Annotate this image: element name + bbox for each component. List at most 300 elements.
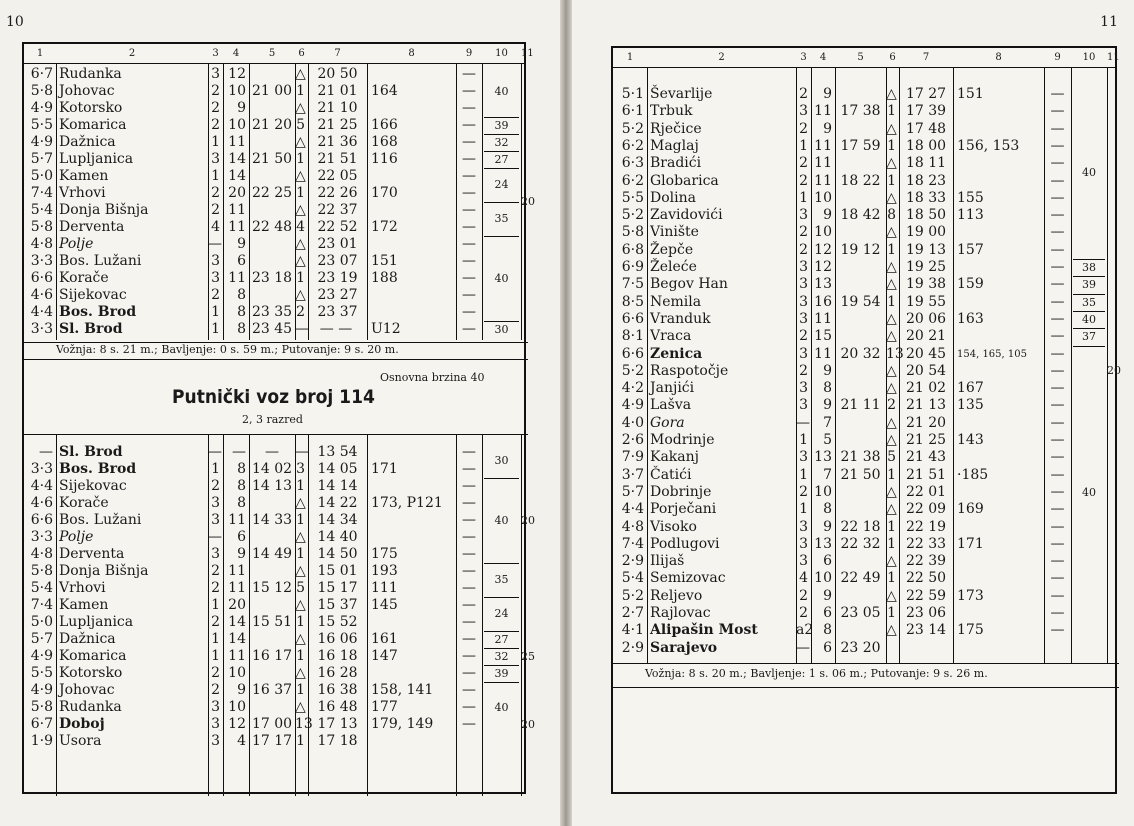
column-rule	[811, 67, 812, 663]
column-rule	[56, 434, 57, 796]
column-11-value: 25	[521, 650, 535, 663]
station-name: Polje	[59, 236, 94, 252]
arrival-time-cell: 22 18	[840, 518, 881, 535]
station-row	[613, 103, 1115, 120]
departure-time-cell	[308, 185, 367, 202]
column-9-cell: —	[462, 304, 476, 320]
base-speed-note: Osnovna brzina 40	[380, 371, 485, 384]
station-row	[24, 512, 524, 529]
station-row	[613, 519, 1115, 536]
stop-duration-cell: 1	[887, 466, 896, 483]
stop-duration-cell: △	[295, 529, 306, 545]
stop-duration-cell: △	[886, 483, 897, 500]
departure-time-cell	[308, 546, 367, 563]
column-rule	[367, 434, 368, 796]
column-rule	[208, 434, 209, 796]
station-name: Vranduk	[650, 310, 711, 327]
departure-time-cell	[899, 103, 953, 120]
stop-duration-cell: △	[295, 134, 306, 150]
distance-cell: 6·2	[621, 137, 644, 154]
column-9-cell: —	[462, 134, 476, 150]
stop-duration-cell: △	[295, 100, 306, 116]
station-row	[613, 432, 1115, 449]
departure-hour: 23	[905, 605, 924, 621]
station-name: Gora	[650, 414, 685, 431]
departure-time-cell	[899, 311, 953, 328]
departure-minute: 13	[928, 397, 947, 414]
station-row	[613, 294, 1115, 311]
distance-cell: 4·9	[30, 648, 53, 664]
column-9-cell: —	[1050, 553, 1065, 570]
distance-cell: 7·5	[621, 276, 644, 293]
column-3-cell: 2	[211, 614, 220, 630]
departure-hour: 20	[905, 310, 924, 327]
station-row	[613, 467, 1115, 484]
crossing-trains-cell: 172	[371, 219, 398, 235]
departure-hour: 23	[317, 236, 336, 252]
column-3-cell: 2	[211, 185, 220, 201]
column-number: 11	[521, 48, 534, 59]
column-9-cell: —	[462, 716, 476, 732]
station-row	[24, 665, 524, 682]
departure-hour: 18	[905, 137, 924, 154]
departure-hour: 18	[905, 172, 924, 189]
column-3-cell: 4	[211, 219, 220, 235]
column-9-cell: —	[462, 478, 476, 494]
departure-minute: 06	[928, 605, 947, 621]
departure-minute: 48	[339, 699, 358, 715]
station-name: Sl. Brod	[59, 444, 123, 460]
column-4-cell: 16	[814, 293, 832, 310]
distance-cell: 7·9	[621, 449, 644, 466]
crossing-trains-cell: 173	[957, 587, 984, 604]
station-row	[613, 588, 1115, 605]
station-row	[613, 259, 1115, 276]
speed-value: 40	[494, 701, 509, 714]
column-4-cell: 8	[823, 380, 832, 397]
column-9-cell: —	[462, 461, 476, 477]
column-9-cell: —	[462, 614, 476, 630]
column-3-cell: 2	[799, 172, 808, 189]
station-row	[613, 155, 1115, 172]
stop-duration-cell: 1	[887, 570, 896, 587]
station-row	[613, 311, 1115, 328]
distance-cell: 4·9	[30, 682, 53, 698]
station-name: Lupljanica	[59, 151, 134, 167]
column-3-cell: 3	[211, 733, 220, 749]
stop-duration-cell: 1	[887, 172, 896, 189]
distance-cell: 7·4	[30, 185, 53, 201]
station-row	[613, 501, 1115, 518]
arrival-time-cell: 21 50	[840, 466, 881, 483]
travel-summary: Vožnja: 8 s. 21 m.; Bavljenje: 0 s. 59 m.; Putovanje: 9 s. 20 m.	[56, 343, 399, 356]
departure-hour: 23	[317, 253, 336, 269]
departure-hour: 15	[317, 597, 336, 613]
distance-cell: 5·0	[30, 168, 53, 184]
speed-value: 40	[1082, 166, 1096, 179]
column-3-cell: 1	[799, 137, 808, 154]
distance-cell: 3·3	[30, 461, 53, 477]
departure-hour: 22	[905, 553, 924, 570]
departure-hour: 15	[317, 580, 336, 596]
column-4-cell: 14	[228, 614, 246, 630]
column-3-cell: 1	[211, 461, 220, 477]
distance-cell: 5·4	[30, 202, 53, 218]
column-9-cell: —	[462, 83, 476, 99]
departure-hour: 22	[905, 483, 924, 500]
column-9-cell: —	[1050, 241, 1065, 258]
departure-time-cell	[899, 519, 953, 536]
distance-cell: 4·6	[30, 495, 53, 511]
distance-cell: 5·7	[30, 151, 53, 167]
column-9-cell: —	[462, 236, 476, 252]
station-name: Globarica	[650, 172, 719, 189]
crossing-trains-cell: 164	[371, 83, 398, 99]
station-name: Johovac	[59, 682, 115, 698]
column-3-cell: 2	[799, 241, 808, 258]
column-4-cell: 14	[228, 151, 246, 167]
arrival-time-cell: 22 48	[251, 219, 293, 235]
crossing-trains-cell: 143	[957, 432, 984, 448]
column-9-cell: —	[462, 529, 476, 545]
departure-hour: 15	[317, 563, 336, 579]
departure-time-cell	[308, 614, 367, 631]
station-row	[24, 100, 524, 117]
arrival-time-cell: 23 35	[251, 304, 293, 320]
departure-minute: 34	[339, 512, 358, 528]
station-name: Podlugovi	[650, 535, 720, 552]
column-4-cell: 9	[823, 362, 832, 379]
speed-value: 35	[494, 212, 509, 225]
departure-time-cell	[899, 570, 953, 587]
stop-duration-cell: 1	[887, 103, 896, 120]
departure-time-cell	[899, 588, 953, 605]
departure-time-cell	[899, 501, 953, 518]
distance-cell: 5·0	[30, 614, 53, 630]
departure-minute: 37	[339, 304, 358, 320]
station-name: Dažnica	[59, 134, 116, 150]
column-4-cell: 11	[814, 137, 832, 154]
departure-minute: 45	[928, 345, 947, 362]
station-name: Porječani	[650, 501, 717, 518]
departure-minute: 25	[339, 117, 358, 133]
column-9-cell: —	[1050, 328, 1065, 345]
station-name: Bos. Brod	[59, 461, 137, 477]
arrival-time-cell: 23 20	[840, 639, 881, 656]
arrival-time-cell: 21 20	[251, 117, 293, 133]
departure-time-cell	[899, 484, 953, 501]
station-row	[24, 444, 524, 461]
stop-duration-cell: 8	[887, 207, 896, 224]
departure-hour: 21	[317, 151, 336, 167]
column-3-cell: 1	[799, 432, 808, 448]
section-subtitle: 2, 3 razred	[242, 413, 303, 426]
departure-time-cell	[899, 138, 953, 155]
departure-time-cell	[899, 328, 953, 345]
distance-cell: 5·8	[30, 83, 53, 99]
departure-hour: 17	[905, 103, 924, 120]
speed-value: 27	[494, 153, 509, 166]
page-number: 10	[6, 14, 24, 30]
column-4-cell: 8	[237, 287, 246, 303]
crossing-trains-cell: 135	[957, 397, 984, 414]
departure-time-cell	[308, 580, 367, 597]
stop-duration-cell: △	[295, 202, 306, 218]
column-rule	[456, 434, 457, 796]
distance-cell: 6·1	[621, 103, 644, 120]
crossing-trains-cell: 111	[371, 580, 398, 596]
stop-duration-cell: △	[886, 622, 897, 639]
departure-time-cell	[308, 665, 367, 682]
departure-hour: 16	[317, 665, 336, 681]
stop-duration-cell: △	[886, 276, 897, 293]
column-4-cell: 9	[823, 518, 832, 535]
column-number: 2	[128, 48, 136, 59]
departure-minute: 43	[928, 449, 947, 466]
column-4-cell: 10	[814, 189, 832, 206]
station-row	[24, 304, 524, 321]
column-3-cell: 3	[799, 103, 808, 120]
arrival-time-cell: 15 12	[251, 580, 293, 596]
departure-minute: —	[338, 321, 353, 337]
column-9-cell: —	[1050, 86, 1065, 102]
departure-time-cell	[308, 682, 367, 699]
column-4-cell: 8	[237, 495, 246, 511]
station-name: Rudanka	[59, 66, 122, 82]
station-row	[24, 117, 524, 134]
crossing-trains-cell: 156, 153	[957, 137, 1020, 154]
station-row	[613, 622, 1115, 639]
crossing-trains-cell: 154, 165, 105	[957, 348, 1027, 360]
station-row	[613, 346, 1115, 363]
distance-cell: 5·4	[30, 580, 53, 596]
stop-duration-cell: 1	[296, 733, 305, 749]
station-name: Kamen	[59, 168, 109, 184]
column-4-cell: 11	[814, 345, 832, 362]
arrival-time-cell: 19 54	[840, 293, 881, 310]
arrival-time-cell: 23 05	[840, 605, 881, 621]
column-3-cell: 2	[211, 563, 220, 579]
column-9-cell: —	[1050, 518, 1065, 535]
departure-hour: 17	[317, 716, 336, 732]
crossing-trains-cell: 188	[371, 270, 398, 286]
departure-hour: 23	[317, 287, 336, 303]
column-9-cell: —	[462, 100, 476, 116]
distance-cell: 5·1	[621, 86, 644, 102]
station-row	[24, 321, 524, 338]
station-name: Vrhovi	[59, 185, 106, 201]
distance-cell: 3·3	[30, 253, 53, 269]
column-9-cell: —	[1050, 605, 1065, 621]
departure-time-cell	[899, 155, 953, 172]
distance-cell: 6·2	[621, 172, 644, 189]
column-number: 1	[36, 48, 44, 59]
stop-duration-cell: 2	[296, 304, 305, 320]
station-name: Ilijaš	[650, 553, 685, 570]
left-page	[0, 0, 560, 826]
column-4-cell: 13	[814, 276, 832, 293]
column-3-cell: 1	[211, 597, 220, 613]
column-4-cell: 9	[823, 86, 832, 102]
departure-minute: 20	[928, 414, 947, 431]
station-row	[613, 242, 1115, 259]
departure-time-cell	[308, 597, 367, 614]
departure-hour: 21	[905, 466, 924, 483]
column-3-cell: 3	[211, 546, 220, 562]
column-9-cell: —	[462, 151, 476, 167]
column-rule	[886, 67, 887, 663]
column-9-cell: —	[462, 66, 476, 82]
column-number: 11	[1107, 52, 1120, 63]
column-4-cell: 12	[228, 716, 246, 732]
distance-cell: 4·8	[621, 518, 644, 535]
column-number: 5	[268, 48, 276, 59]
row-rule	[24, 434, 528, 435]
table-header	[24, 44, 534, 64]
column-9-cell: —	[462, 699, 476, 715]
station-name: Lupljanica	[59, 614, 134, 630]
departure-minute: 07	[339, 253, 358, 269]
departure-hour: 22	[317, 202, 336, 218]
distance-cell: 5·8	[30, 563, 53, 579]
column-3-cell: 2	[211, 100, 220, 116]
column-rule	[367, 63, 368, 340]
column-4-cell: 15	[814, 328, 832, 345]
column-3-cell: 1	[799, 466, 808, 483]
column-4-cell: 9	[823, 587, 832, 604]
column-3-cell: 3	[799, 259, 808, 275]
departure-minute: 21	[928, 328, 947, 345]
stop-duration-cell: 1	[296, 546, 305, 562]
crossing-trains-cell: 158, 141	[371, 682, 434, 698]
speed-value: 40	[1082, 485, 1096, 499]
stop-duration-cell: —	[295, 321, 309, 337]
station-name: Čatići	[650, 466, 692, 483]
column-3-cell: 1	[211, 168, 220, 184]
departure-hour: 22	[905, 501, 924, 518]
column-4-cell: 11	[228, 202, 246, 218]
departure-hour: 16	[317, 699, 336, 715]
departure-time-cell	[308, 168, 367, 185]
column-9-cell: —	[462, 665, 476, 681]
departure-minute: 59	[928, 587, 947, 604]
stop-duration-cell: 1	[296, 270, 305, 286]
column-9-cell: —	[1050, 276, 1065, 293]
departure-time-cell	[308, 287, 367, 304]
departure-time-cell	[899, 605, 953, 622]
speed-value: 30	[494, 323, 509, 336]
column-4-cell: 6	[237, 253, 246, 269]
distance-cell: 5·5	[621, 189, 644, 206]
station-name: Dobrinje	[650, 483, 712, 500]
station-name: Nemila	[650, 293, 702, 310]
crossing-trains-cell: 177	[371, 699, 398, 715]
station-name: Semizovac	[650, 570, 726, 587]
arrival-time-cell: —	[265, 444, 279, 460]
column-3-cell: 2	[799, 587, 808, 604]
arrival-time-cell: 19 12	[840, 241, 881, 258]
stop-duration-cell: 3	[296, 461, 305, 477]
departure-minute: 39	[928, 103, 947, 120]
column-3-cell: 2	[211, 83, 220, 99]
station-name: Kakanj	[650, 449, 699, 466]
departure-minute: 26	[339, 185, 358, 201]
column-rule	[223, 434, 224, 796]
column-9-cell: —	[462, 185, 476, 201]
column-9-cell: —	[1050, 466, 1065, 483]
departure-time-cell	[899, 190, 953, 207]
column-9-cell: —	[1050, 189, 1065, 206]
departure-time-cell	[899, 553, 953, 570]
timetable-right	[611, 46, 1121, 794]
column-number: 9	[1054, 52, 1061, 63]
crossing-trains-cell: 159	[957, 276, 984, 293]
station-name: Korače	[59, 270, 109, 286]
arrival-time-cell: 23 45	[251, 321, 293, 337]
column-rule	[295, 63, 296, 340]
distance-cell: 6·7	[30, 66, 53, 82]
column-rule	[521, 434, 522, 796]
station-name: Bos. Lužani	[59, 253, 142, 269]
departure-hour: 20	[317, 66, 336, 82]
station-row	[24, 253, 524, 270]
station-name: Želeće	[650, 259, 697, 275]
stop-duration-cell: 1	[296, 185, 305, 201]
station-name: Usora	[59, 733, 102, 749]
crossing-trains-cell: 147	[371, 648, 398, 664]
column-4-cell: 9	[823, 207, 832, 224]
stop-duration-cell: 1	[887, 293, 896, 310]
stop-duration-cell: 4	[296, 219, 305, 235]
station-name: Visoko	[650, 518, 697, 535]
distance-cell: 4·6	[30, 287, 53, 303]
column-3-cell: 1	[211, 134, 220, 150]
station-row	[24, 495, 524, 512]
stop-duration-cell: △	[295, 66, 306, 82]
crossing-trains-cell: 151	[957, 86, 984, 102]
column-3-cell: 1	[211, 648, 220, 664]
departure-hour: 14	[317, 546, 336, 562]
column-9-cell: —	[462, 682, 476, 698]
crossing-trains-cell: U12	[371, 321, 401, 337]
column-9-cell: —	[462, 495, 476, 511]
column-9-cell: —	[1050, 103, 1065, 120]
stop-duration-cell: 1	[296, 83, 305, 99]
distance-cell: 6·6	[621, 345, 644, 362]
distance-cell: 3·3	[30, 529, 53, 545]
station-row	[24, 529, 524, 546]
departure-minute: 25	[928, 432, 947, 448]
station-name: Bradići	[650, 155, 702, 172]
departure-hour: 19	[905, 293, 924, 310]
station-name: Rajlovac	[650, 605, 711, 621]
departure-hour: 19	[905, 259, 924, 275]
arrival-time-cell: 14 13	[251, 478, 293, 494]
station-row	[613, 86, 1115, 103]
crossing-trains-cell: 167	[957, 380, 984, 397]
departure-hour: 17	[317, 733, 336, 749]
stop-duration-cell: 1	[887, 241, 896, 258]
column-3-cell: 2	[799, 362, 808, 379]
column-3-cell: 2	[211, 682, 220, 698]
station-name: Bos. Lužani	[59, 512, 142, 528]
station-name: Raspotočje	[650, 362, 729, 379]
departure-hour: 16	[317, 648, 336, 664]
departure-time-cell	[899, 415, 953, 432]
column-4-cell: 7	[823, 466, 832, 483]
distance-cell: 4·9	[30, 134, 53, 150]
departure-minute: 55	[928, 293, 947, 310]
